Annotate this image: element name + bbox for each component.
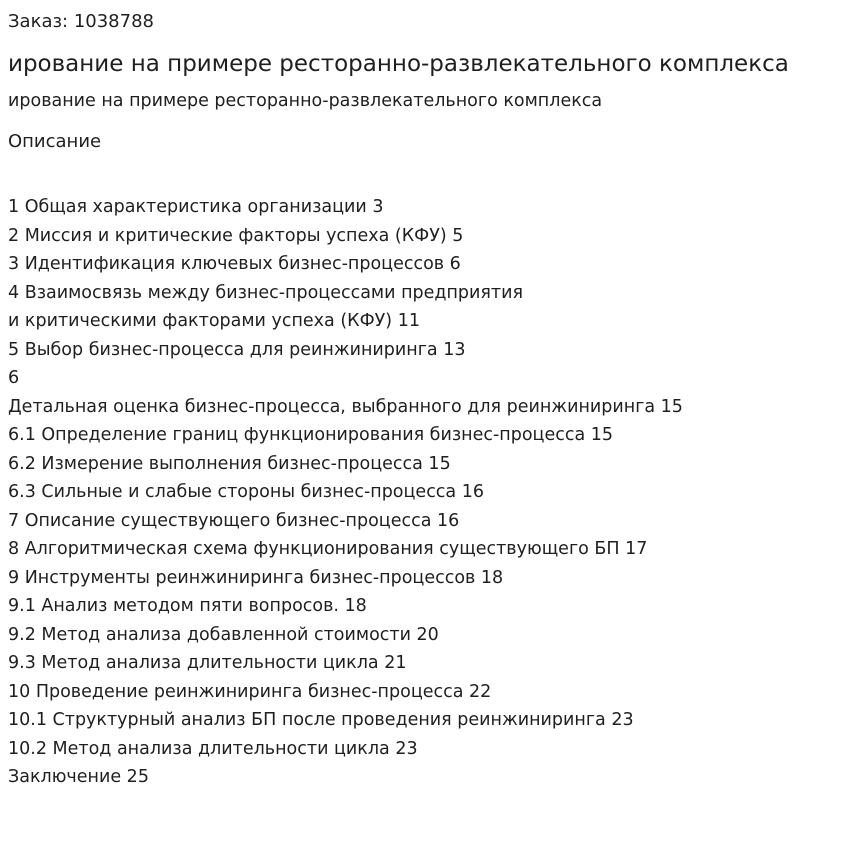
toc-item: 5 Выбор бизнес-процесса для реинжиниринга 13 xyxy=(8,339,466,360)
document-title: ирование на примере ресторанно-развлекательного комплекса xyxy=(8,51,789,77)
toc-item: 2 Миссия и критические факторы успеха (КФУ) 5 xyxy=(8,225,464,246)
toc-item: 9.1 Анализ методом пяти вопросов. 18 xyxy=(8,596,367,616)
order-number: Заказ: 1038788 xyxy=(8,11,154,32)
description-heading: Описание xyxy=(8,131,102,152)
toc-item: 6.1 Определение границ функционирования бизнес-процесса 15 xyxy=(8,425,614,445)
document-subtitle: ирование на примере ресторанно-развлекательного комплекса xyxy=(8,91,603,111)
toc-item: 10 Проведение реинжиниринга бизнес-процесса 22 xyxy=(8,681,492,702)
toc-item: 4 Взаимосвязь между бизнес-процессами предприятия xyxy=(8,282,524,303)
toc-item: 9 Инструменты реинжиниринга бизнес-процессов 18 xyxy=(8,567,504,588)
toc-item: 10.2 Метод анализа длительности цикла 23 xyxy=(8,738,418,759)
toc-item: и критическими факторами успеха (КФУ) 11 xyxy=(8,311,420,331)
toc-item: Детальная оценка бизнес-процесса, выбранного для реинжиниринга 15 xyxy=(8,396,683,417)
toc-item: 9.3 Метод анализа длительности цикла 21 xyxy=(8,653,407,673)
toc-item: 6.2 Измерение выполнения бизнес-процесса 15 xyxy=(8,453,451,474)
toc-item: 8 Алгоритмическая схема функционирования существующего БП 17 xyxy=(8,539,648,559)
toc-item: 6.3 Сильные и слабые стороны бизнес-процесса 16 xyxy=(8,482,484,502)
toc-item: 3 Идентификация ключевых бизнес-процессов 6 xyxy=(8,254,461,274)
toc-item: Заключение 25 xyxy=(8,767,149,787)
toc-item: 1 Общая характеристика организации 3 xyxy=(8,197,384,217)
toc-item: 9.2 Метод анализа добавленной стоимости 20 xyxy=(8,624,439,645)
toc-item: 6 xyxy=(8,368,20,388)
table-of-contents xyxy=(8,193,683,792)
toc-item: 7 Описание существующего бизнес-процесса 16 xyxy=(8,510,460,531)
toc-item: 10.1 Структурный анализ БП после проведения реинжиниринга 23 xyxy=(8,710,634,730)
